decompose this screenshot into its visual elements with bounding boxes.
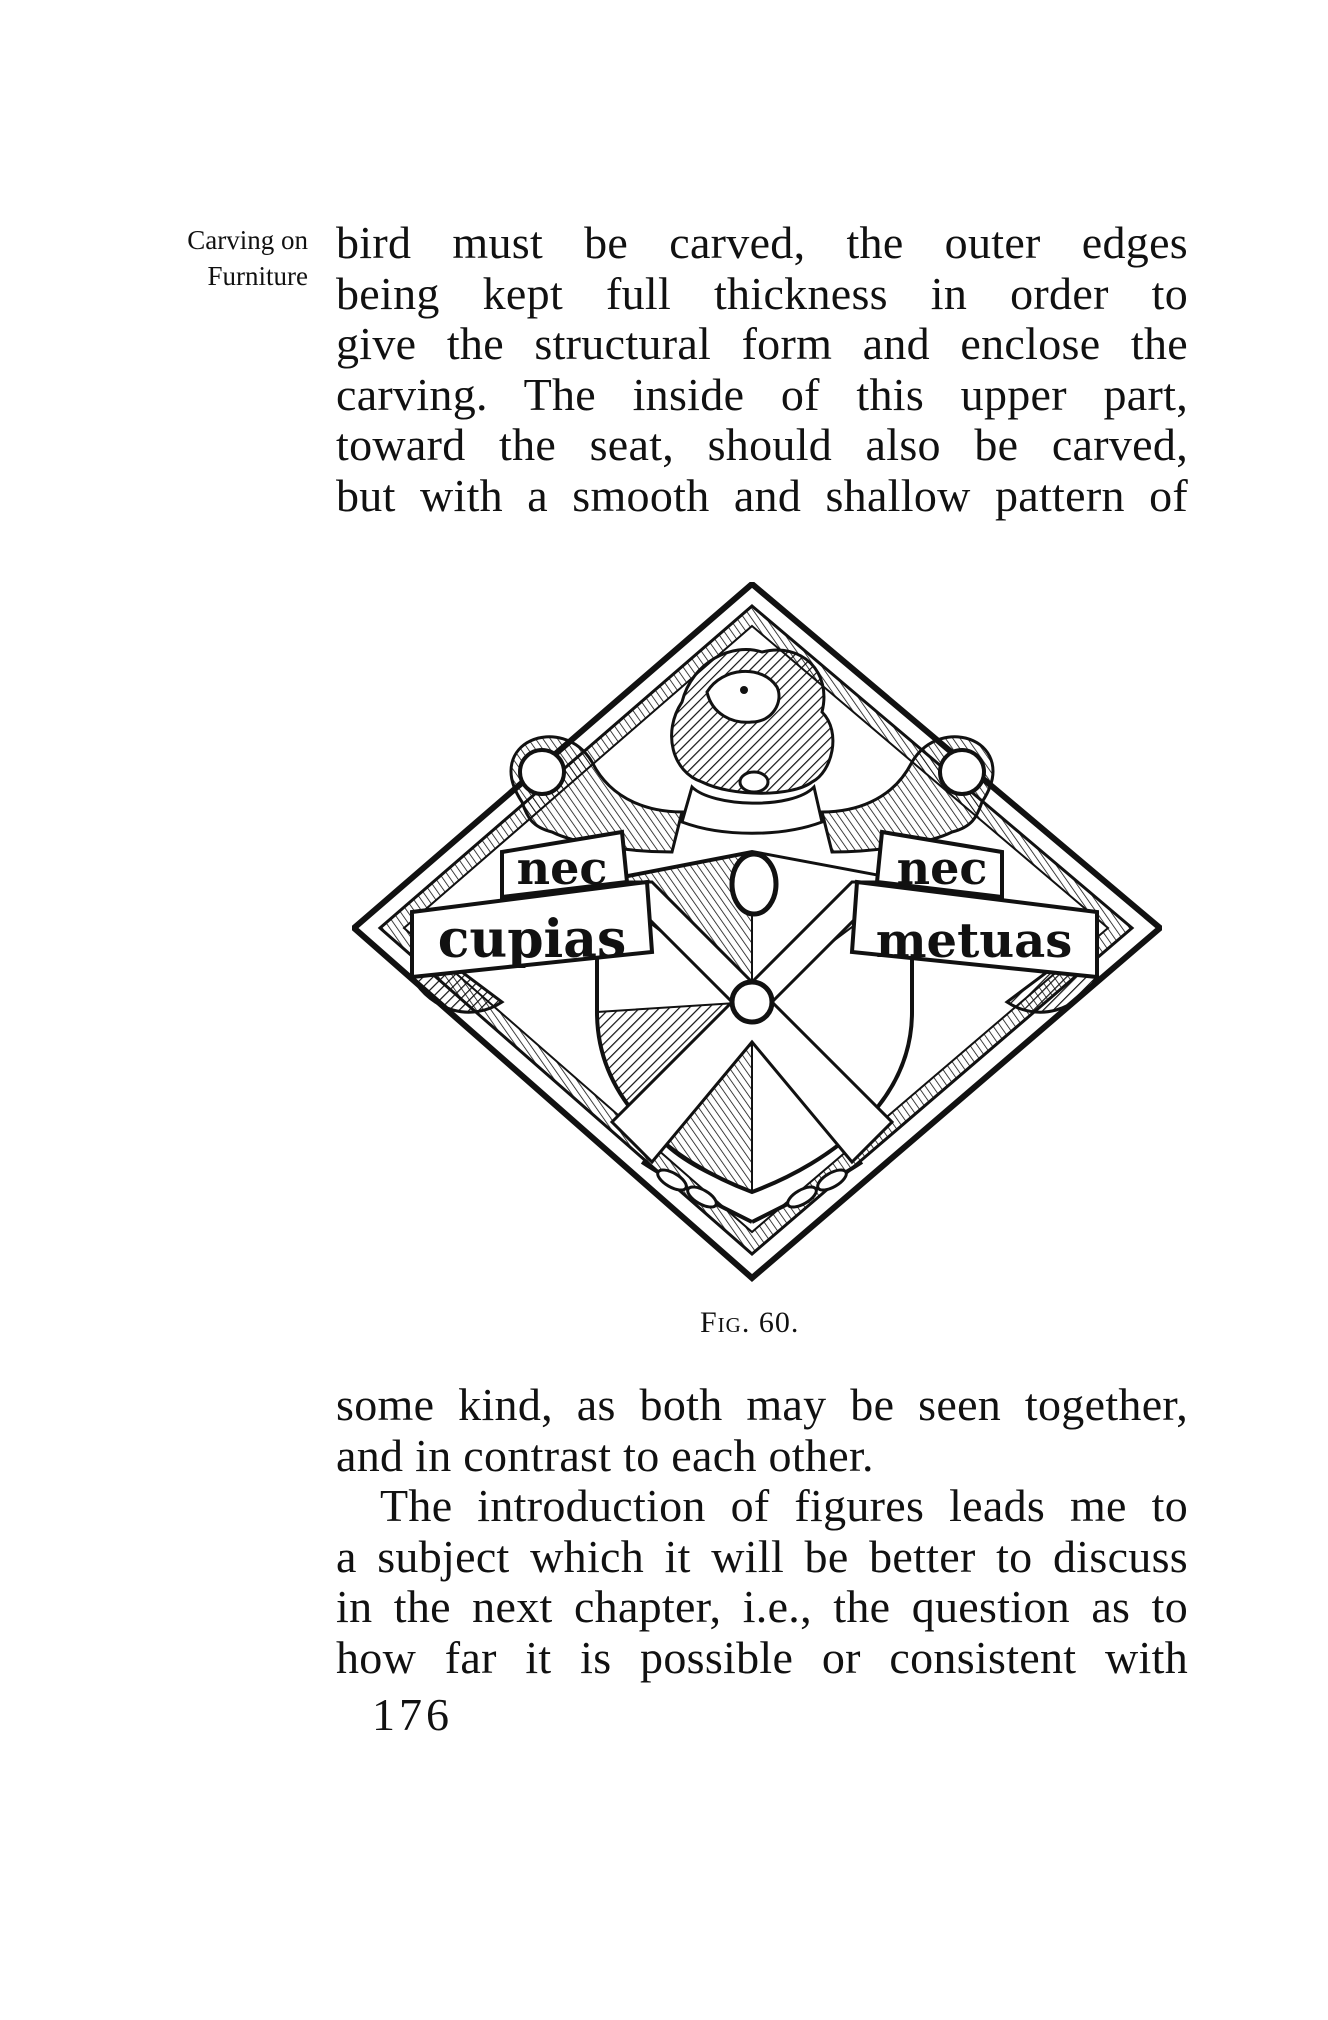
figure-caption [700,1306,799,1340]
motto-text: cupias [437,909,627,970]
lion-crest [672,649,833,833]
text-line: bird must be carved, the outer edges [336,217,1188,268]
text-line: some kind, as both may be seen together, [336,1379,1188,1430]
text-line: but with a smooth and shallow pattern of [336,469,1188,521]
text-line: being kept full thickness in order to [336,267,1188,319]
caption-text: Fig. 60. [700,1306,800,1339]
carved-panel-illustration [352,582,1162,1282]
text-line: toward the seat, should also be carved, [336,419,1188,470]
sidenote-line-2: Furniture [207,261,308,291]
motto-text: nec [896,841,988,895]
text-line: The introduction of figures leads me to [380,1480,1188,1531]
text-line: give the structural form and enclose the [336,318,1188,369]
paragraph-top [336,218,1188,521]
motto-text: nec [516,841,608,895]
text-line: how far it is possible or consistent with [336,1631,1188,1683]
paragraph-bottom [336,1380,1188,1683]
sidenote-line-1: Carving on [187,225,308,255]
heraldic-carving-figure [352,582,1162,1282]
motto-text: metuas [875,913,1073,969]
text-line: in the next chapter, i.e., the question as to [336,1581,1188,1632]
text-line: a subject which it will be better to discuss [336,1530,1188,1582]
text-line: and in contrast to each other. [336,1429,874,1481]
text-line: carving. The inside of this upper part, [336,368,1188,420]
page-number: 176 [372,1689,453,1740]
margin-sidenote [118,222,308,294]
